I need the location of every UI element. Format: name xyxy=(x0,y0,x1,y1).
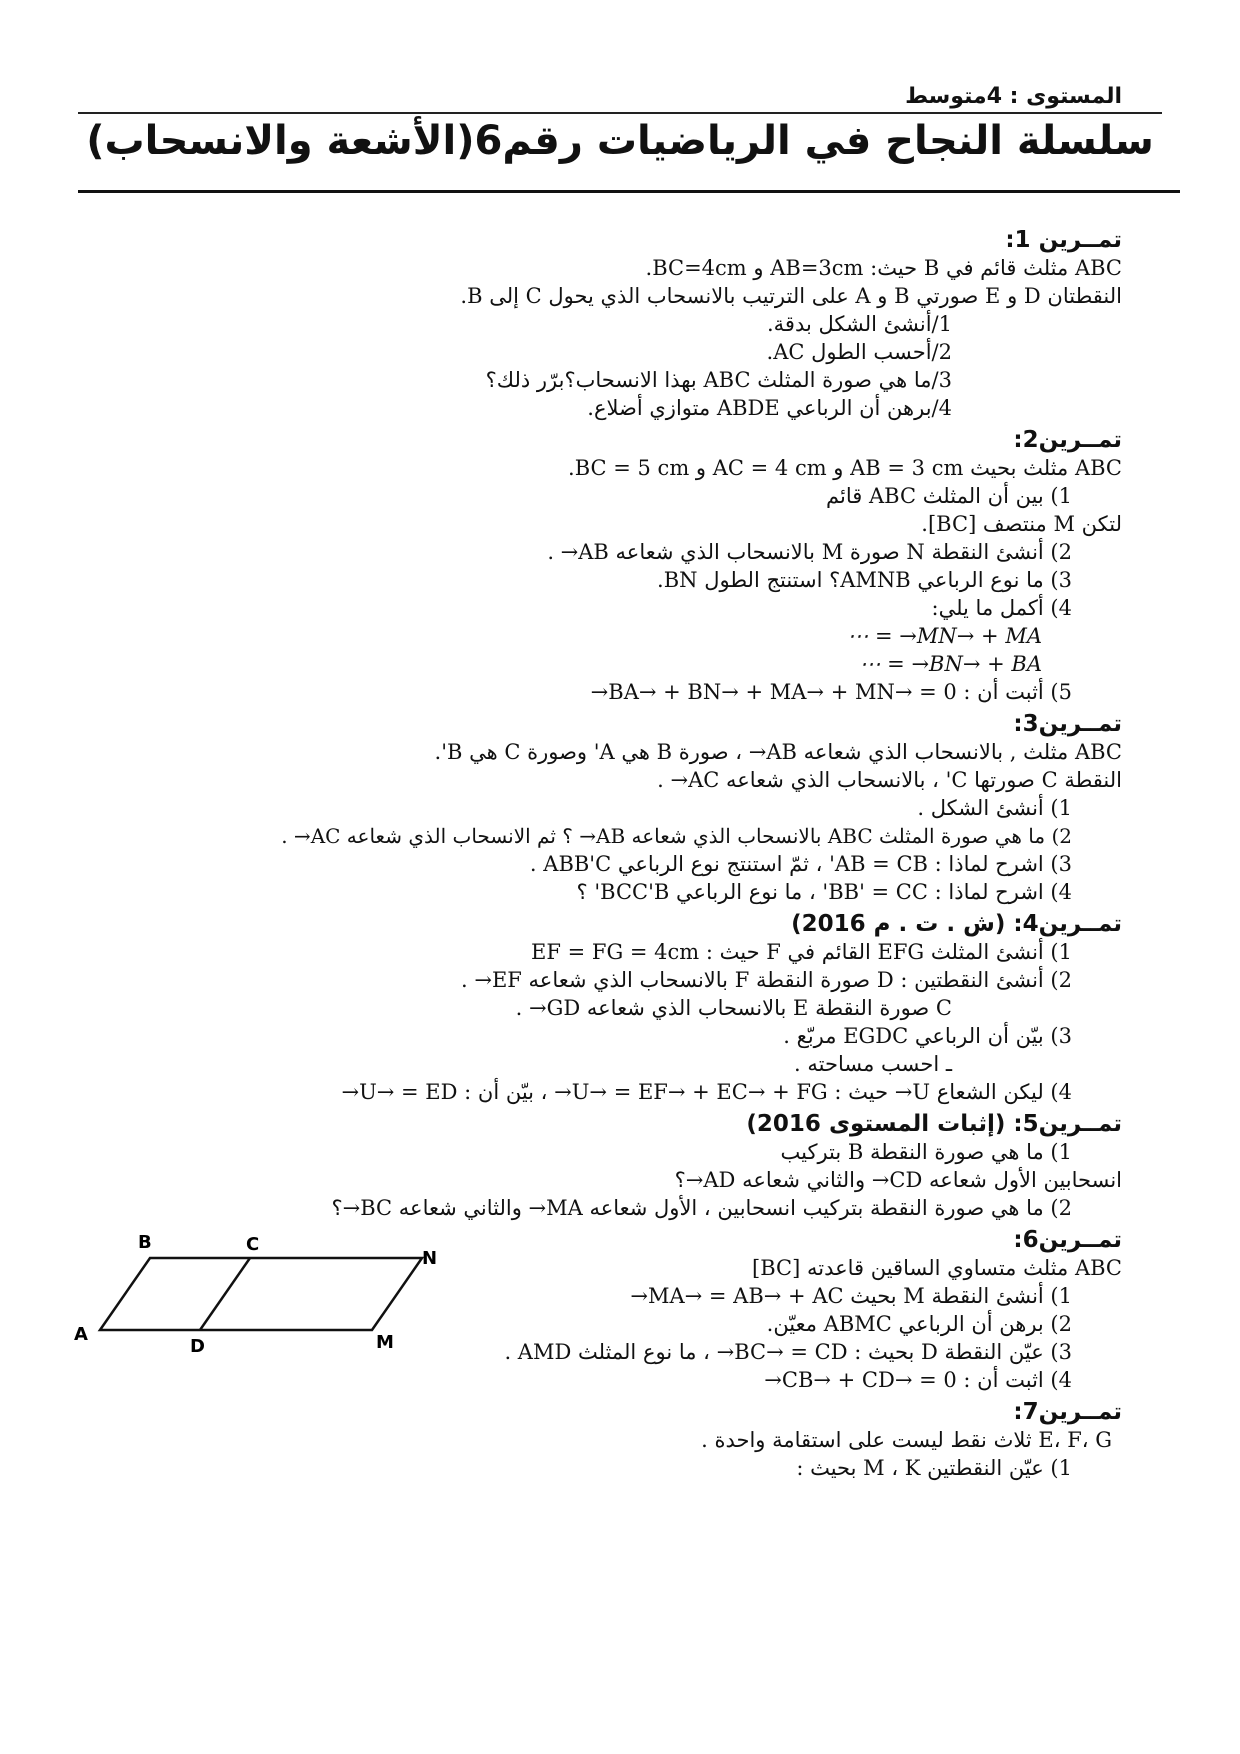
exercise-heading: تمــرين 1: xyxy=(1005,227,1122,253)
exercise-3 xyxy=(102,710,1122,906)
level-label: المستوى : 4متوسط xyxy=(905,84,1122,109)
exercise-line: E، F، G ثلاث نقط ليست على استقامة واحدة . xyxy=(701,1428,1112,1452)
exercise-line: 1) أنشئ المثلث EFG القائم في F حيث : EF = FG = 4cm xyxy=(531,940,1072,964)
exercise-line: 2) ما هي صورة المثلث ABC بالانسحاب الذي شعاعه AB→ ؟ ثم الانسحاب الذي شعاعه AC→ . xyxy=(281,824,1072,848)
exercise-line: 3) ما نوع الرباعي AMNB؟ استنتج الطول BN. xyxy=(657,568,1072,592)
exercise-line: النقطتان D و E صورتي B و A على الترتيب بالانسحاب الذي يحول C إلى B. xyxy=(460,284,1122,308)
exercise-line: ABC مثلث قائم في B حيث: AB=3cm و BC=4cm. xyxy=(645,256,1122,280)
exercise-line: ABC مثلث , بالانسحاب الذي شعاعه AB→ ، صورة B هي A' وصورة C هي B'. xyxy=(434,740,1122,764)
exercise-line: 3/ما هي صورة المثلث ABC بهذا الانسحاب؟برّر ذلك؟ xyxy=(485,368,952,392)
exercise-heading: تمــرين6: xyxy=(1013,1227,1122,1253)
label-a: A xyxy=(74,1324,88,1345)
exercise-line: 2/أحسب الطول AC. xyxy=(766,340,952,364)
exercise-line: 4) أكمل ما يلي: xyxy=(931,596,1072,620)
parallelogram-figure xyxy=(72,1228,462,1358)
exercise-5 xyxy=(102,1110,1122,1222)
exercise-line: C صورة النقطة E بالانسحاب الذي شعاعه GD→ . xyxy=(515,996,952,1020)
exercise-line: 3) عيّن النقطة D بحيث : BC→ = CD→ ، ما نوع المثلث AMD . xyxy=(504,1340,1072,1364)
label-d: D xyxy=(190,1336,205,1357)
exercise-line: ABC مثلث بحيث AB = 3 cm و AC = 4 cm و BC = 5 cm. xyxy=(568,456,1122,480)
exercise-line: ـ احسب مساحته . xyxy=(794,1052,952,1076)
label-b: B xyxy=(138,1232,152,1253)
exercise-line: 2) برهن أن الرباعي ABMC معيّن. xyxy=(766,1312,1072,1336)
exercise-line: 1) أنشئ الشكل . xyxy=(917,796,1072,820)
page-title: سلسلة النجاح في الرياضيات رقم6(الأشعة والانسحاب) xyxy=(86,118,1154,164)
exercise-heading: تمــرين5: (إثبات المستوى 2016) xyxy=(746,1111,1122,1137)
exercise-heading: تمــرين4: (ش . ت . م 2016) xyxy=(791,911,1122,937)
title-divider xyxy=(78,190,1180,193)
exercise-line: ABC مثلث متساوي الساقين قاعدته [BC] xyxy=(752,1256,1122,1280)
exercise-line: 1) أنشئ النقطة M بحيث MA→ = AB→ + AC→ xyxy=(630,1284,1072,1308)
exercise-heading: تمــرين7: xyxy=(1013,1399,1122,1425)
equation-line: BN→ + BA→ = ⋯ xyxy=(859,652,1042,676)
exercise-line: 2) أنشئ النقطة N صورة M بالانسحاب الذي شعاعه AB→ . xyxy=(547,540,1072,564)
figure-svg xyxy=(72,1228,462,1358)
header-divider xyxy=(78,112,1162,114)
exercise-line: 1) ما هي صورة النقطة B بتركيب xyxy=(780,1140,1072,1164)
exercise-heading: تمــرين2: xyxy=(1013,427,1122,453)
exercise-2 xyxy=(102,426,1122,706)
exercise-line: 3) اشرح لماذا : AB = CB' ، ثمّ استنتج نوع الرباعي ABB'C . xyxy=(529,852,1072,876)
exercise-line: 1) بين أن المثلث ABC قائم xyxy=(826,484,1072,508)
exercise-line: لتكن M منتصف [BC]. xyxy=(921,512,1122,536)
label-c: C xyxy=(246,1234,260,1255)
label-m: M xyxy=(376,1332,394,1353)
exercise-line: 4) اثبت أن : CB→ + CD→ = 0→ xyxy=(764,1368,1072,1392)
exercise-line: 4) ليكن الشعاع U→ حيث : U→ = EF→ + EC→ + FG→ ، بيّن أن : U→ = ED→ xyxy=(341,1080,1072,1104)
segment-cd xyxy=(200,1258,250,1330)
exercise-4 xyxy=(102,910,1122,1106)
exercise-line: 2) أنشئ النقطتين : D صورة النقطة F بالانسحاب الذي شعاعه EF→ . xyxy=(461,968,1072,992)
exercise-line: 4/برهن أن الرباعي ABDE متوازي أضلاع. xyxy=(587,396,952,420)
exercise-7 xyxy=(102,1398,1122,1482)
exercise-line: 5) أثبت أن : BA→ + BN→ + MA→ + MN→ = 0→ xyxy=(590,680,1072,704)
exercise-line: 1/أنشئ الشكل بدقة. xyxy=(766,312,952,336)
exercise-line: النقطة C صورتها C' ، بالانسحاب الذي شعاعه AC→ . xyxy=(657,768,1122,792)
parallelogram-outline xyxy=(100,1258,422,1330)
equation-line: MN→ + MA→ = ⋯ xyxy=(847,624,1042,648)
exercise-heading: تمــرين3: xyxy=(1013,711,1122,737)
exercise-line: 2) ما هي صورة النقطة بتركيب انسحابين ، الأول شعاعه MA→ والثاني شعاعه BC→؟ xyxy=(331,1196,1072,1220)
exercise-line: انسحابين الأول شعاعه CD→ والثاني شعاعه AD→؟ xyxy=(674,1168,1122,1192)
exercise-line: 4) اشرح لماذا : BB' = CC' ، ما نوع الرباعي BCC'B' ؟ xyxy=(576,880,1072,904)
exercise-1 xyxy=(102,226,1122,422)
exercise-line: 3) بيّن أن الرباعي EGDC مربّع . xyxy=(783,1024,1072,1048)
label-n: N xyxy=(422,1248,438,1269)
exercise-line: 1) عيّن النقطتين M ، K بحيث : xyxy=(796,1456,1072,1480)
